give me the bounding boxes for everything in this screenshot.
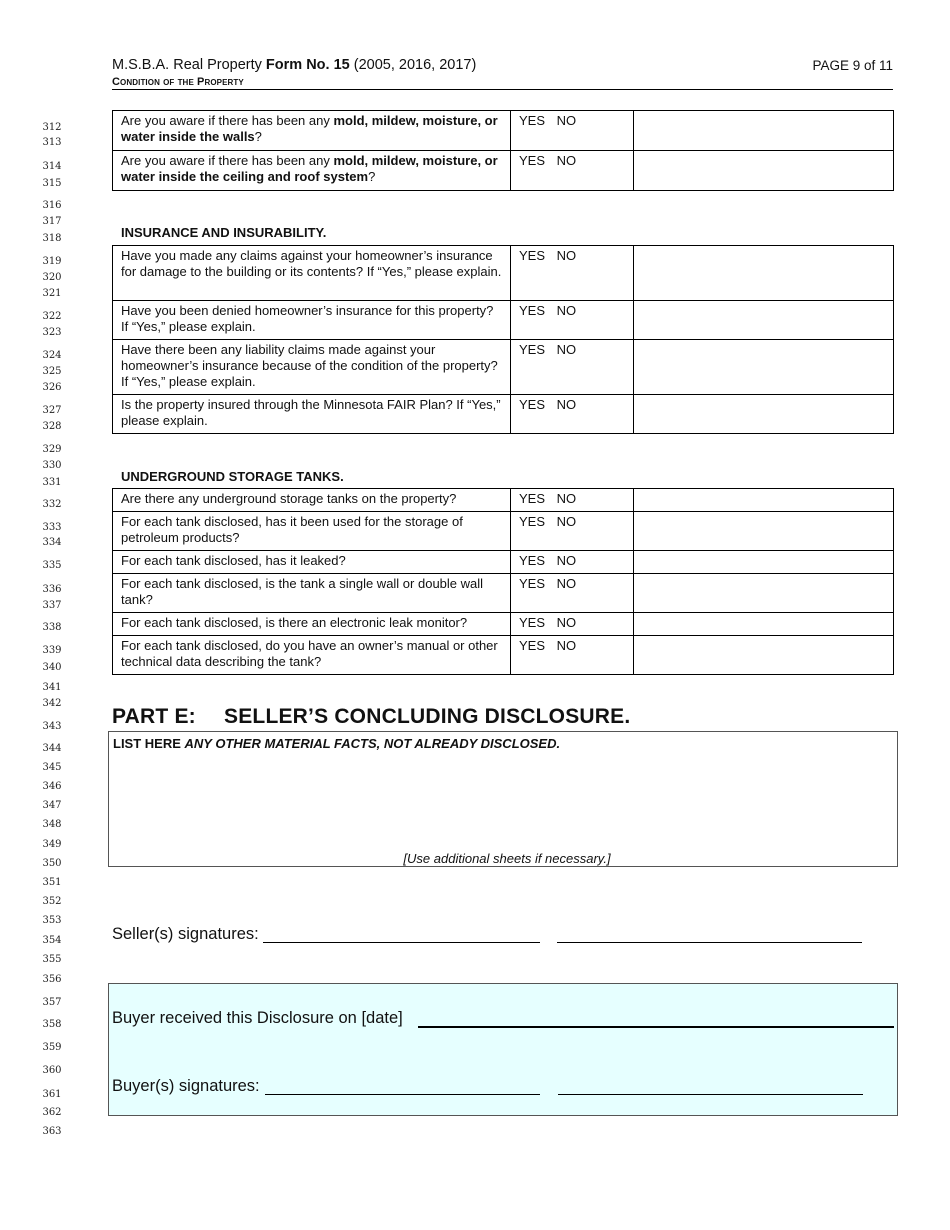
yes-no-cell[interactable]: YES NO (511, 301, 634, 340)
yes-no-cell[interactable]: YES NO (511, 636, 634, 675)
yes-no-cell[interactable]: YES NO (511, 246, 634, 301)
question-cell: Have you made any claims against your homeowner’s insurance for damage to the building or its contents? If “Yes,” please explain. (113, 246, 511, 301)
line-number: 335 (42, 560, 62, 571)
buyer-received-date-line[interactable] (418, 1026, 894, 1028)
line-number: 354 (42, 935, 62, 946)
line-number: 336 (42, 584, 62, 595)
explain-cell[interactable] (634, 551, 894, 574)
question-cell: Are you aware if there has been any mold, mildew, moisture, or water inside the ceiling and roof system? (113, 151, 511, 191)
line-number: 323 (42, 327, 62, 338)
explain-cell[interactable] (634, 395, 894, 434)
line-number: 315 (42, 178, 62, 189)
question-cell: For each tank disclosed, do you have an owner’s manual or other technical data describing the tank? (113, 636, 511, 675)
part-e-heading: PART E: SELLER’S CONCLUDING DISCLOSURE. (112, 705, 631, 728)
seller-signature-line-1[interactable] (263, 942, 540, 943)
insurance-heading: INSURANCE AND INSURABILITY. (121, 225, 327, 240)
yes-no-cell[interactable]: YES NO (511, 395, 634, 434)
line-number: 318 (42, 233, 62, 244)
section-title: Condition of the Property (112, 76, 244, 88)
line-number: 359 (42, 1042, 62, 1053)
explain-cell[interactable] (634, 111, 894, 151)
line-number: 346 (42, 781, 62, 792)
line-number: 358 (42, 1019, 62, 1030)
line-number: 355 (42, 954, 62, 965)
form-title: M.S.B.A. Real Property Form No. 15 (2005, 2016, 2017) (112, 57, 477, 73)
question-cell: For each tank disclosed, has it been used for the storage of petroleum products? (113, 512, 511, 551)
yes-no-cell[interactable]: YES NO (511, 512, 634, 551)
line-number: 341 (42, 682, 62, 693)
line-number: 363 (42, 1126, 62, 1137)
line-number: 319 (42, 256, 62, 267)
line-number: 324 (42, 350, 62, 361)
material-facts-label: LIST HERE ANY OTHER MATERIAL FACTS, NOT ALREADY DISCLOSED. (113, 736, 561, 751)
line-number: 322 (42, 311, 62, 322)
table-row (113, 574, 894, 613)
explain-cell[interactable] (634, 301, 894, 340)
explain-cell[interactable] (634, 489, 894, 512)
line-number: 352 (42, 896, 62, 907)
table-row (113, 111, 894, 151)
line-number: 340 (42, 662, 62, 673)
line-number: 321 (42, 288, 62, 299)
line-number: 361 (42, 1089, 62, 1100)
line-number: 333 (42, 522, 62, 533)
explain-cell[interactable] (634, 613, 894, 636)
mold-table (112, 110, 894, 191)
line-number: 343 (42, 721, 62, 732)
line-number: 339 (42, 645, 62, 656)
explain-cell[interactable] (634, 636, 894, 675)
explain-cell[interactable] (634, 574, 894, 613)
line-number: 320 (42, 272, 62, 283)
line-number: 357 (42, 997, 62, 1008)
table-row (113, 489, 894, 512)
explain-cell[interactable] (634, 246, 894, 301)
line-number: 360 (42, 1065, 62, 1076)
insurance-table (112, 245, 894, 434)
line-number: 326 (42, 382, 62, 393)
buyer-signature-line-2[interactable] (558, 1094, 863, 1095)
line-number: 329 (42, 444, 62, 455)
line-number: 316 (42, 200, 62, 211)
table-row (113, 151, 894, 191)
tanks-table (112, 488, 894, 675)
question-cell: Have you been denied homeowner’s insurance for this property? If “Yes,” please explain. (113, 301, 511, 340)
table-row (113, 301, 894, 340)
seller-signatures-label: Seller(s) signatures: (112, 925, 259, 943)
yes-no-cell[interactable]: YES NO (511, 489, 634, 512)
table-row (113, 340, 894, 395)
yes-no-cell[interactable]: YES NO (511, 151, 634, 191)
yes-no-cell[interactable]: YES NO (511, 613, 634, 636)
line-number: 350 (42, 858, 62, 869)
line-number: 328 (42, 421, 62, 432)
line-number: 349 (42, 839, 62, 850)
yes-no-cell[interactable]: YES NO (511, 574, 634, 613)
question-cell: For each tank disclosed, is there an electronic leak monitor? (113, 613, 511, 636)
page-number: PAGE 9 of 11 (812, 58, 893, 73)
buyer-received-label: Buyer received this Disclosure on [date] (112, 1009, 403, 1027)
question-cell: For each tank disclosed, has it leaked? (113, 551, 511, 574)
line-number: 313 (42, 137, 62, 148)
line-number: 344 (42, 743, 62, 754)
material-facts-box[interactable] (108, 731, 898, 867)
seller-signature-line-2[interactable] (557, 942, 862, 943)
table-row (113, 613, 894, 636)
question-cell: Are you aware if there has been any mold, mildew, moisture, or water inside the walls? (113, 111, 511, 151)
line-number: 332 (42, 499, 62, 510)
line-number: 356 (42, 974, 62, 985)
buyer-acknowledgement-box (108, 983, 898, 1116)
question-cell: Have there been any liability claims made against your homeowner’s insurance because of the condition of the property? If “Yes,” please explain. (113, 340, 511, 395)
buyer-signatures-label: Buyer(s) signatures: (112, 1077, 260, 1095)
explain-cell[interactable] (634, 512, 894, 551)
line-number: 317 (42, 216, 62, 227)
line-number: 327 (42, 405, 62, 416)
line-number: 351 (42, 877, 62, 888)
yes-no-cell[interactable]: YES NO (511, 111, 634, 151)
yes-no-cell[interactable]: YES NO (511, 340, 634, 395)
line-number: 331 (42, 477, 62, 488)
explain-cell[interactable] (634, 151, 894, 191)
line-number: 325 (42, 366, 62, 377)
table-row (113, 512, 894, 551)
line-number: 330 (42, 460, 62, 471)
table-row (113, 395, 894, 434)
line-number: 353 (42, 915, 62, 926)
question-cell: Are there any underground storage tanks on the property? (113, 489, 511, 512)
yes-no-cell[interactable]: YES NO (511, 551, 634, 574)
buyer-signature-line-1[interactable] (265, 1094, 540, 1095)
line-number: 334 (42, 537, 62, 548)
header-rule (112, 89, 893, 90)
question-cell: Is the property insured through the Minnesota FAIR Plan? If “Yes,” please explain. (113, 395, 511, 434)
line-number: 362 (42, 1107, 62, 1118)
line-number: 347 (42, 800, 62, 811)
line-number: 338 (42, 622, 62, 633)
line-number: 337 (42, 600, 62, 611)
table-row (113, 551, 894, 574)
question-cell: For each tank disclosed, is the tank a single wall or double wall tank? (113, 574, 511, 613)
line-number: 314 (42, 161, 62, 172)
additional-sheets-note: [Use additional sheets if necessary.] (403, 851, 611, 866)
line-number: 345 (42, 762, 62, 773)
explain-cell[interactable] (634, 340, 894, 395)
table-row (113, 246, 894, 301)
line-number: 342 (42, 698, 62, 709)
line-number: 348 (42, 819, 62, 830)
table-row (113, 636, 894, 675)
tanks-heading: UNDERGROUND STORAGE TANKS. (121, 469, 344, 484)
line-number: 312 (42, 122, 62, 133)
